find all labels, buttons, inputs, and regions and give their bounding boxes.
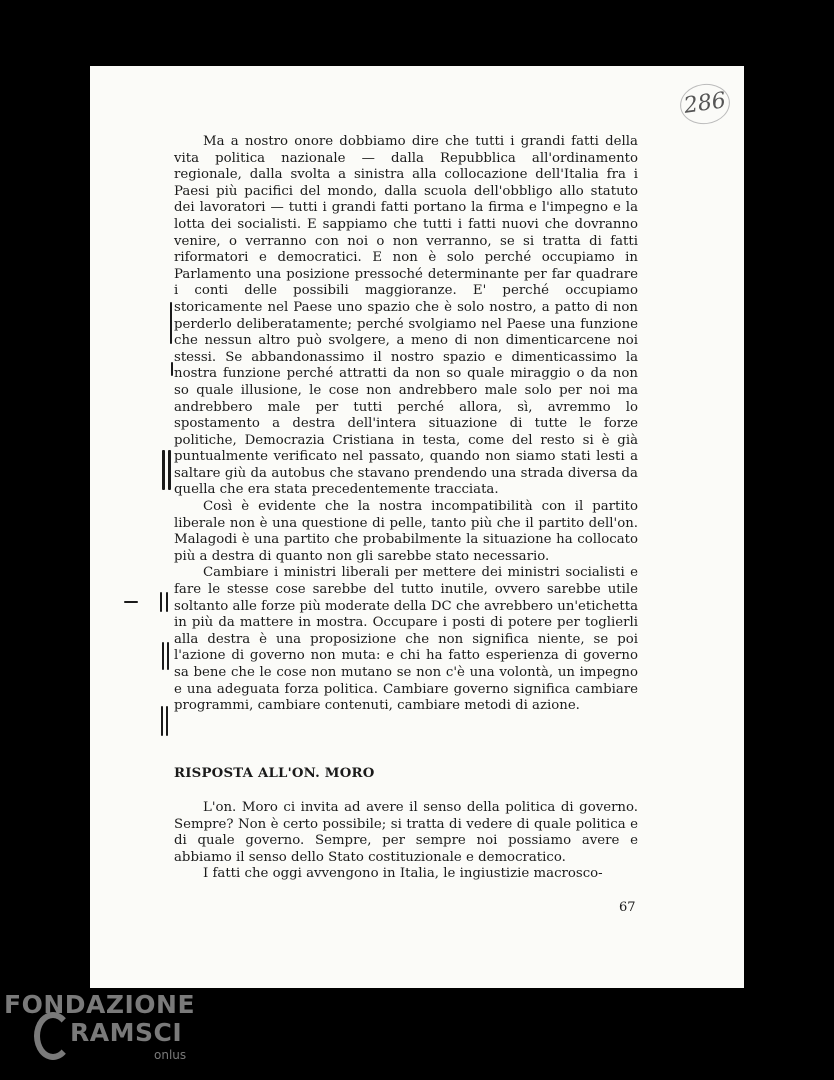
margin-line-mark [171,362,173,376]
logo-line-1: FONDAZIONE [4,990,196,1019]
margin-double-line-mark [167,642,169,670]
handwritten-page-number: 286 [677,81,732,128]
margin-double-line-mark [168,450,171,490]
reply-paragraph-1: L'on. Moro ci invita ad avere il senso della politica di governo. Sempre? Non è certo possibile; si tratta di vedere di quale politica e di quale governo. Sempre, per sempre noi possiamo avere e abbiamo il senso dello Stato costituzionale e democratico. [174,800,638,865]
margin-double-line-mark [166,592,168,612]
reply-paragraph-2: I fatti che oggi avvengono in Italia, le ingiustizie macrosco- [203,866,603,882]
logo-g-mark [34,1012,72,1060]
reply-text [174,800,638,883]
margin-dash-mark [124,601,138,603]
margin-double-line-mark [166,706,168,736]
fondazione-gramsci-logo [4,990,214,1075]
document-page [90,66,744,988]
paragraph-2: Così è evidente che la nostra incompatibilità con il partito liberale non è una questione di pelle, tanto più che il partito dell'on. Malagodi è una partito che probabilmente la situazione ha collocato più a destra di quanto non gli sarebbe stato necessario. [174,499,638,564]
margin-double-line-mark [162,450,165,490]
logo-subtitle: onlus [154,1048,187,1062]
paragraph-1: Ma a nostro onore dobbiamo dire che tutti i grandi fatti della vita politica nazionale — dalla Repubblica all'ordinamento regionale, dalla svolta a sinistra alla collocazione dell'Italia fra i Paesi più pacifici del mondo, dalla scuola dell'obbligo allo statuto dei lavoratori — tutti i grandi fatti portano la firma e l'impegno e la lotta dei socialisti. E sappiamo che tutti i fatti nuovi che dovranno venire, o verranno con noi o non verranno, se si tratta di fatti riformatori e democratici. E non è solo perché occupiamo in Parlamento una posizione pressoché determinante per far quadrare i conti delle possibili maggioranze. E' perché occupiamo storicamente nel Paese uno spazio che è solo nostro, a patto di non perderlo deliberatamente; perché svolgiamo nel Paese una funzione che nessun altro può svolgere, a meno di non dimenticarcene noi stessi. Se abbandonassimo il nostro spazio e dimenticassimo la nostra funzione perché attratti da non so quale miraggio o da non so quale illusione, le cose non andrebbero male solo per noi ma andrebbero male per tutti perché allora, sì, avremmo lo spostamento a destra dell'intera situazione di tutte le forze politiche, Democrazia Cristiana in testa, come del resto si è già puntualmente verificato nel passato, quando non siamo stati lesti a saltare giù da autobus che stavano prendendo una strada diversa da quella che era stata precedentemente tracciata. [174,134,638,498]
margin-bracket-mark [170,302,172,344]
paragraph-3: Cambiare i ministri liberali per mettere dei ministri socialisti e fare le stesse cose sarebbe del tutto inutile, ovvero sarebbe utile soltanto alle forze più moderate della DC che avrebbero un'etichetta in più da mattere in mostra. Occupare i posti di potere per toglierli alla destra è una proposizione che non significa niente, se poi l'azione di governo non muta: e chi ha fatto esperienza di governo sa bene che le cose non mutano se non c'è una volontà, un impegno e una adeguata forza politica. Cambiare governo significa cambiare programmi, cambiare contenuti, cambiare metodi di azione. [174,565,638,714]
section-heading: RISPOSTA ALL'ON. MORO [174,766,375,781]
page-number: 67 [619,900,636,915]
margin-double-line-mark [160,592,162,612]
margin-double-line-mark [162,642,164,670]
margin-double-line-mark [161,706,163,736]
logo-line-2: RAMSCI [70,1018,183,1047]
main-text [174,134,638,715]
